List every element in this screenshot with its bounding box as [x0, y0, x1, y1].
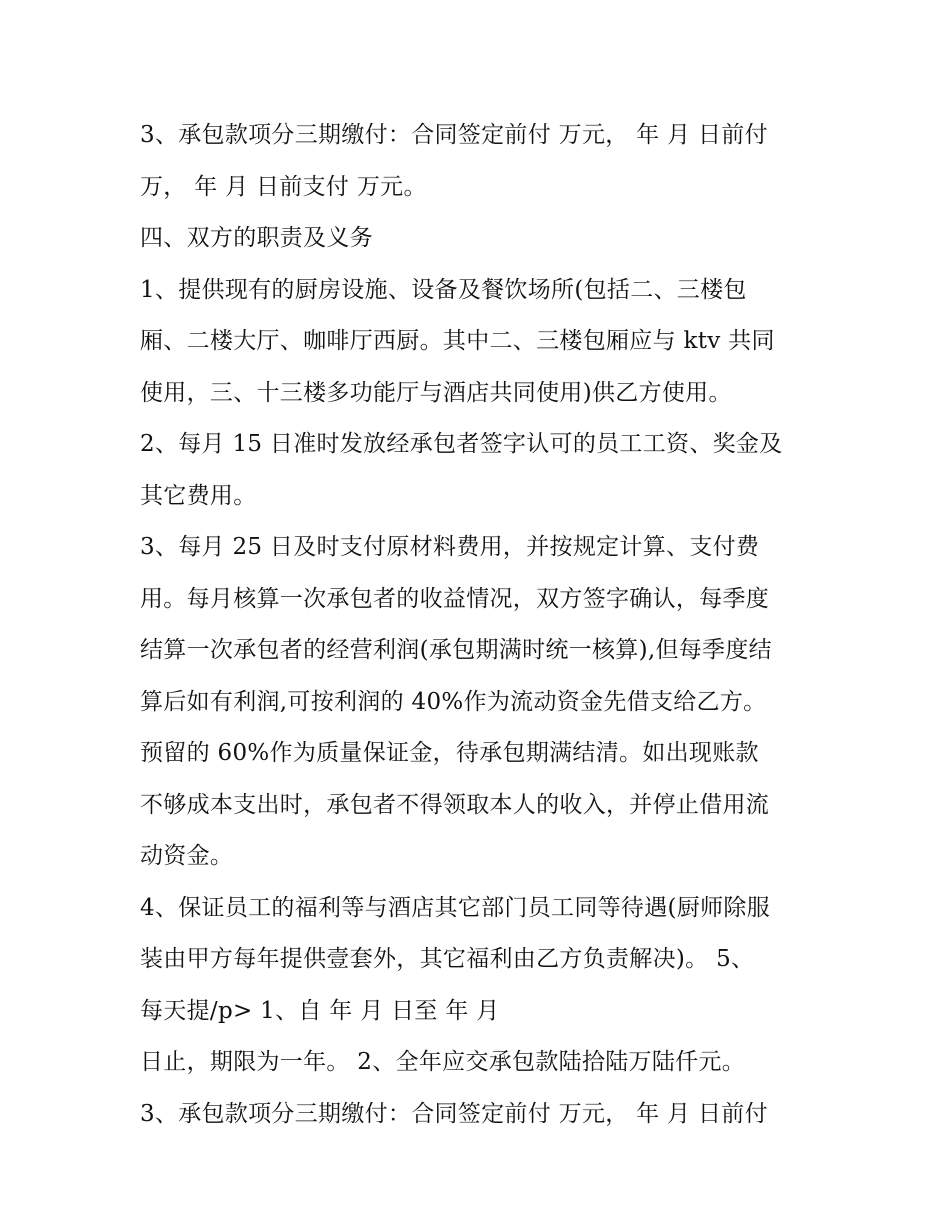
document-page	[140, 110, 830, 1140]
text-line-item-3-cont-5: 不够成本支出时，承包者不得领取本人的收入，并停止借用流	[140, 791, 770, 818]
text-line-payment-terms-cont: 万， 年 月 日前支付 万元。	[140, 173, 427, 200]
text-line-item-2-cont: 其它费用。	[140, 482, 257, 509]
text-line-payment-terms: 3、承包款项分三期缴付：合同签定前付 万元， 年 月 日前付	[140, 122, 768, 148]
text-line-item-4: 4、保证员工的福利等与酒店其它部门员工同等待遇(厨师除服	[140, 894, 771, 921]
text-line-item-2: 2、每月 15 日准时发放经承包者签字认可的员工工资、奖金及	[140, 431, 783, 457]
text-line-term-amount: 日止，期限为一年。 2、全年应交承包款陆拾陆万陆仟元。	[140, 1049, 746, 1075]
text-line-payment-terms-repeat: 3、承包款项分三期缴付：合同签定前付 万元， 年 月 日前付	[140, 1100, 768, 1127]
text-line-item-4-cont: 装由甲方每年提供壹套外，其它福利由乙方负责解决)。 5、	[140, 946, 755, 972]
text-line-item-1-cont-2: 使用，三、十三楼多功能厅与酒店共同使用)供乙方使用。	[140, 379, 732, 406]
text-line-item-3: 3、每月 25 日及时支付原材料费用，并按规定计算、支付费	[140, 534, 760, 560]
section-heading-duties: 四、双方的职责及义务	[140, 225, 373, 251]
text-line-item-3-cont-1: 用。每月核算一次承包者的收益情况，双方签字确认，每季度	[140, 585, 770, 612]
text-line-item-5-term: 每天提/p> 1、自 年 月 日至 年 月	[140, 997, 500, 1024]
text-line-item-3-cont-3: 算后如有利润,可按利润的 40%作为流动资金先借支给乙方。	[140, 688, 767, 715]
text-line-item-1: 1、提供现有的厨房设施、设备及餐饮场所(包括二、三楼包	[140, 276, 747, 303]
text-line-item-3-cont-6: 动资金。	[140, 843, 234, 869]
text-line-item-3-cont-2: 结算一次承包者的经营利润(承包期满时统一核算),但每季度结	[140, 637, 772, 663]
text-line-item-1-cont-1: 厢、二楼大厅、咖啡厅西厨。其中二、三楼包厢应与 ktv 共同	[140, 328, 775, 354]
text-line-item-3-cont-4: 预留的 60%作为质量保证金，待承包期满结清。如出现账款	[140, 740, 759, 766]
